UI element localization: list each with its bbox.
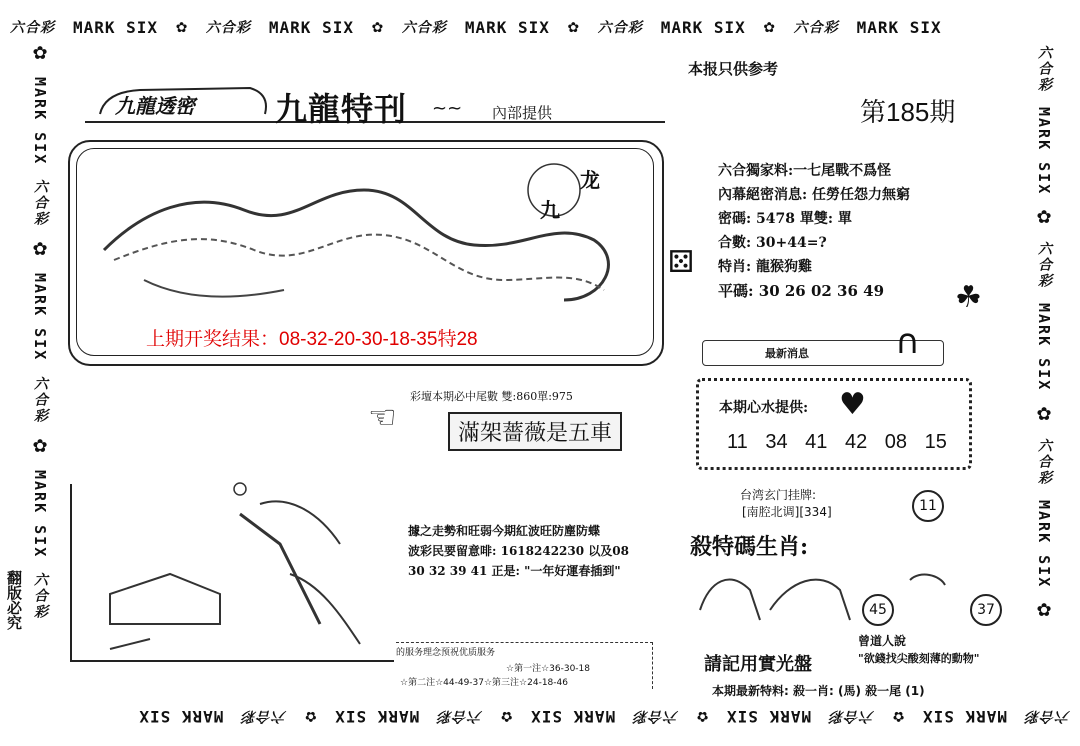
- kill-number-1: 45: [869, 602, 887, 618]
- news-badge-label: 最新消息: [765, 347, 809, 360]
- heart-number: 34: [765, 431, 788, 453]
- title-left: 九龍透密: [115, 94, 195, 118]
- heart-number: 42: [844, 431, 868, 453]
- brand-seal: 六合彩: [633, 708, 679, 724]
- info-line: 特肖: 龍猴狗雞: [718, 259, 813, 275]
- mark-six-text: MARK SIX: [726, 707, 812, 727]
- heart-number: 11: [727, 431, 748, 453]
- flower-icon: ✿: [176, 16, 188, 37]
- info-line: 六合獨家料:一七尾戰不爲怪: [718, 163, 892, 179]
- info-line: 密碼: 5478 單雙: 單: [718, 211, 852, 227]
- mark-six-text: MARK SIX: [1035, 499, 1053, 588]
- brand-seal: 六合彩: [793, 20, 839, 36]
- mark-six-text: MARK SIX: [464, 17, 550, 37]
- flower-icon: ✿: [500, 707, 513, 728]
- mark-six-text: MARK SIX: [1035, 107, 1053, 196]
- brand-seal: 六合彩: [32, 571, 48, 620]
- disclaimer: 本报只供参考: [688, 60, 779, 78]
- brand-seal: 六合彩: [205, 20, 251, 36]
- riddle-quote: "欲錢找尖酸刻薄的動物": [858, 652, 980, 665]
- poem-line: 據之走勢和旺弱今期紅波旺防塵防蝶: [408, 524, 601, 538]
- mark-six-text: MARK SIX: [31, 469, 49, 558]
- taiwan-circle: [912, 490, 944, 522]
- footer-special: 本期最新特料: 殺一肖: (馬) 殺一尾 (1): [712, 684, 925, 698]
- service-line: ☆第一注☆36-30-18: [506, 664, 590, 674]
- info-line: 平碼: 30 26 02 36 49: [718, 282, 885, 300]
- dragon-badge-bottom: 九: [540, 198, 560, 222]
- flower-icon: ✿: [1036, 599, 1052, 621]
- taiwan-circle-number: 11: [919, 498, 937, 514]
- brand-seal: 六合彩: [241, 708, 287, 724]
- hand-icon: ☜: [368, 398, 397, 436]
- flower-icon: ✿: [32, 435, 48, 457]
- heart-number: 08: [884, 431, 908, 453]
- dragon-illustration: [84, 150, 644, 330]
- heart-box-label: 本期心水提供:: [719, 400, 809, 416]
- mark-six-text: MARK SIX: [138, 707, 224, 727]
- title-provider: 內部提供: [492, 104, 553, 122]
- horse-illustrations: [690, 560, 950, 630]
- flower-icon: ✿: [1036, 403, 1052, 425]
- slogan-text: 滿架薔薇是五車: [458, 421, 613, 446]
- flower-icon: ✿: [32, 239, 48, 261]
- info-line: 合數: 30+44=?: [718, 235, 827, 251]
- poem-box: [408, 522, 644, 582]
- dragon-badge-top: 龙: [580, 168, 600, 192]
- dice-icon: ⚄: [668, 245, 695, 280]
- taiwan-subtitle: [南腔北调][334]: [742, 505, 832, 519]
- mark-six-text: MARK SIX: [921, 707, 1007, 727]
- brand-seal: 六合彩: [597, 20, 643, 36]
- landscape-illustration: [90, 474, 390, 654]
- heart-number-box: [696, 378, 972, 470]
- riddle-answer: 請記用實光盤: [704, 654, 812, 675]
- mark-six-text: MARK SIX: [31, 77, 49, 166]
- clover-icon: ☘: [955, 280, 982, 315]
- kill-number-2: 37: [977, 602, 995, 618]
- brand-seal: 六合彩: [829, 708, 875, 724]
- info-line: 內幕絕密消息: 任勞任怨力無窮: [718, 187, 911, 203]
- flower-icon: ✿: [371, 16, 384, 37]
- kill-circle-2: [970, 594, 1002, 626]
- taiwan-title: 台湾玄门挂牌:: [740, 488, 817, 502]
- title-tilde: ~~: [432, 98, 463, 119]
- poem-line: 波彩民要留意啡: 1618242230 以及08: [408, 544, 629, 558]
- flower-icon: ✿: [567, 16, 580, 37]
- heart-number: 15: [924, 431, 947, 453]
- brand-seal: 六合彩: [1036, 437, 1052, 486]
- mark-six-text: MARK SIX: [31, 273, 49, 362]
- brand-seal: 六合彩: [1036, 241, 1052, 290]
- mark-six-text: MARK SIX: [660, 17, 746, 37]
- tail-number-line: 彩壇本期必中尾數 雙:860單:975: [410, 390, 573, 403]
- brand-seal: 六合彩: [32, 375, 48, 424]
- heart-number: 41: [805, 431, 828, 453]
- flower-icon: ✿: [1036, 207, 1052, 229]
- left-brand-band: [24, 45, 56, 695]
- mark-six-text: MARK SIX: [73, 17, 159, 37]
- bottom-brand-band: [10, 702, 1070, 732]
- flower-icon: ✿: [696, 707, 709, 728]
- mark-six-text: MARK SIX: [530, 707, 616, 727]
- last-draw-result: 上期开奖结果：08-32-20-30-18-35特28: [146, 329, 478, 350]
- mark-six-text: MARK SIX: [334, 707, 420, 727]
- brand-seal: 六合彩: [1025, 708, 1070, 724]
- issue-number: 第185期: [860, 97, 956, 127]
- flower-icon: ✿: [763, 16, 776, 37]
- poem-line: 30 32 39 41 正是: "一年好運春插到": [408, 564, 621, 578]
- flower-icon: ✿: [32, 45, 48, 64]
- mark-six-text: MARK SIX: [1035, 303, 1053, 392]
- brand-seal: 六合彩: [32, 179, 48, 228]
- service-line: ☆第二注☆44-49-37☆第三注☆24-18-46: [400, 678, 568, 688]
- slogan-box: [448, 412, 622, 451]
- heart-number-row: [727, 431, 959, 454]
- title-banner: [80, 84, 670, 129]
- dragon-panel: [68, 140, 664, 366]
- title-main: 九龍特刊: [275, 90, 408, 128]
- riddle-credit: 曾道人說: [858, 634, 907, 648]
- flower-icon: ✿: [892, 707, 904, 728]
- flower-icon: ✿: [304, 707, 317, 728]
- service-line: 的服务理念预祝优质服务: [396, 648, 496, 658]
- heart-icon: ♥: [839, 387, 866, 422]
- top-brand-band: [10, 12, 1070, 42]
- mark-six-text: MARK SIX: [856, 17, 942, 37]
- brand-seal: 六合彩: [1036, 45, 1052, 93]
- mark-six-text: MARK SIX: [268, 17, 354, 37]
- kill-zodiac-title: 殺特碼生肖:: [690, 534, 809, 560]
- service-box: [396, 642, 653, 689]
- horseshoe-icon: ∩: [895, 322, 920, 362]
- copyright-stamp: 翻版必究: [5, 570, 23, 630]
- brand-seal: 六合彩: [10, 20, 55, 36]
- right-brand-band: [1028, 45, 1060, 695]
- brand-seal: 六合彩: [437, 708, 483, 724]
- brand-seal: 六合彩: [401, 20, 447, 36]
- kill-circle-1: [862, 594, 894, 626]
